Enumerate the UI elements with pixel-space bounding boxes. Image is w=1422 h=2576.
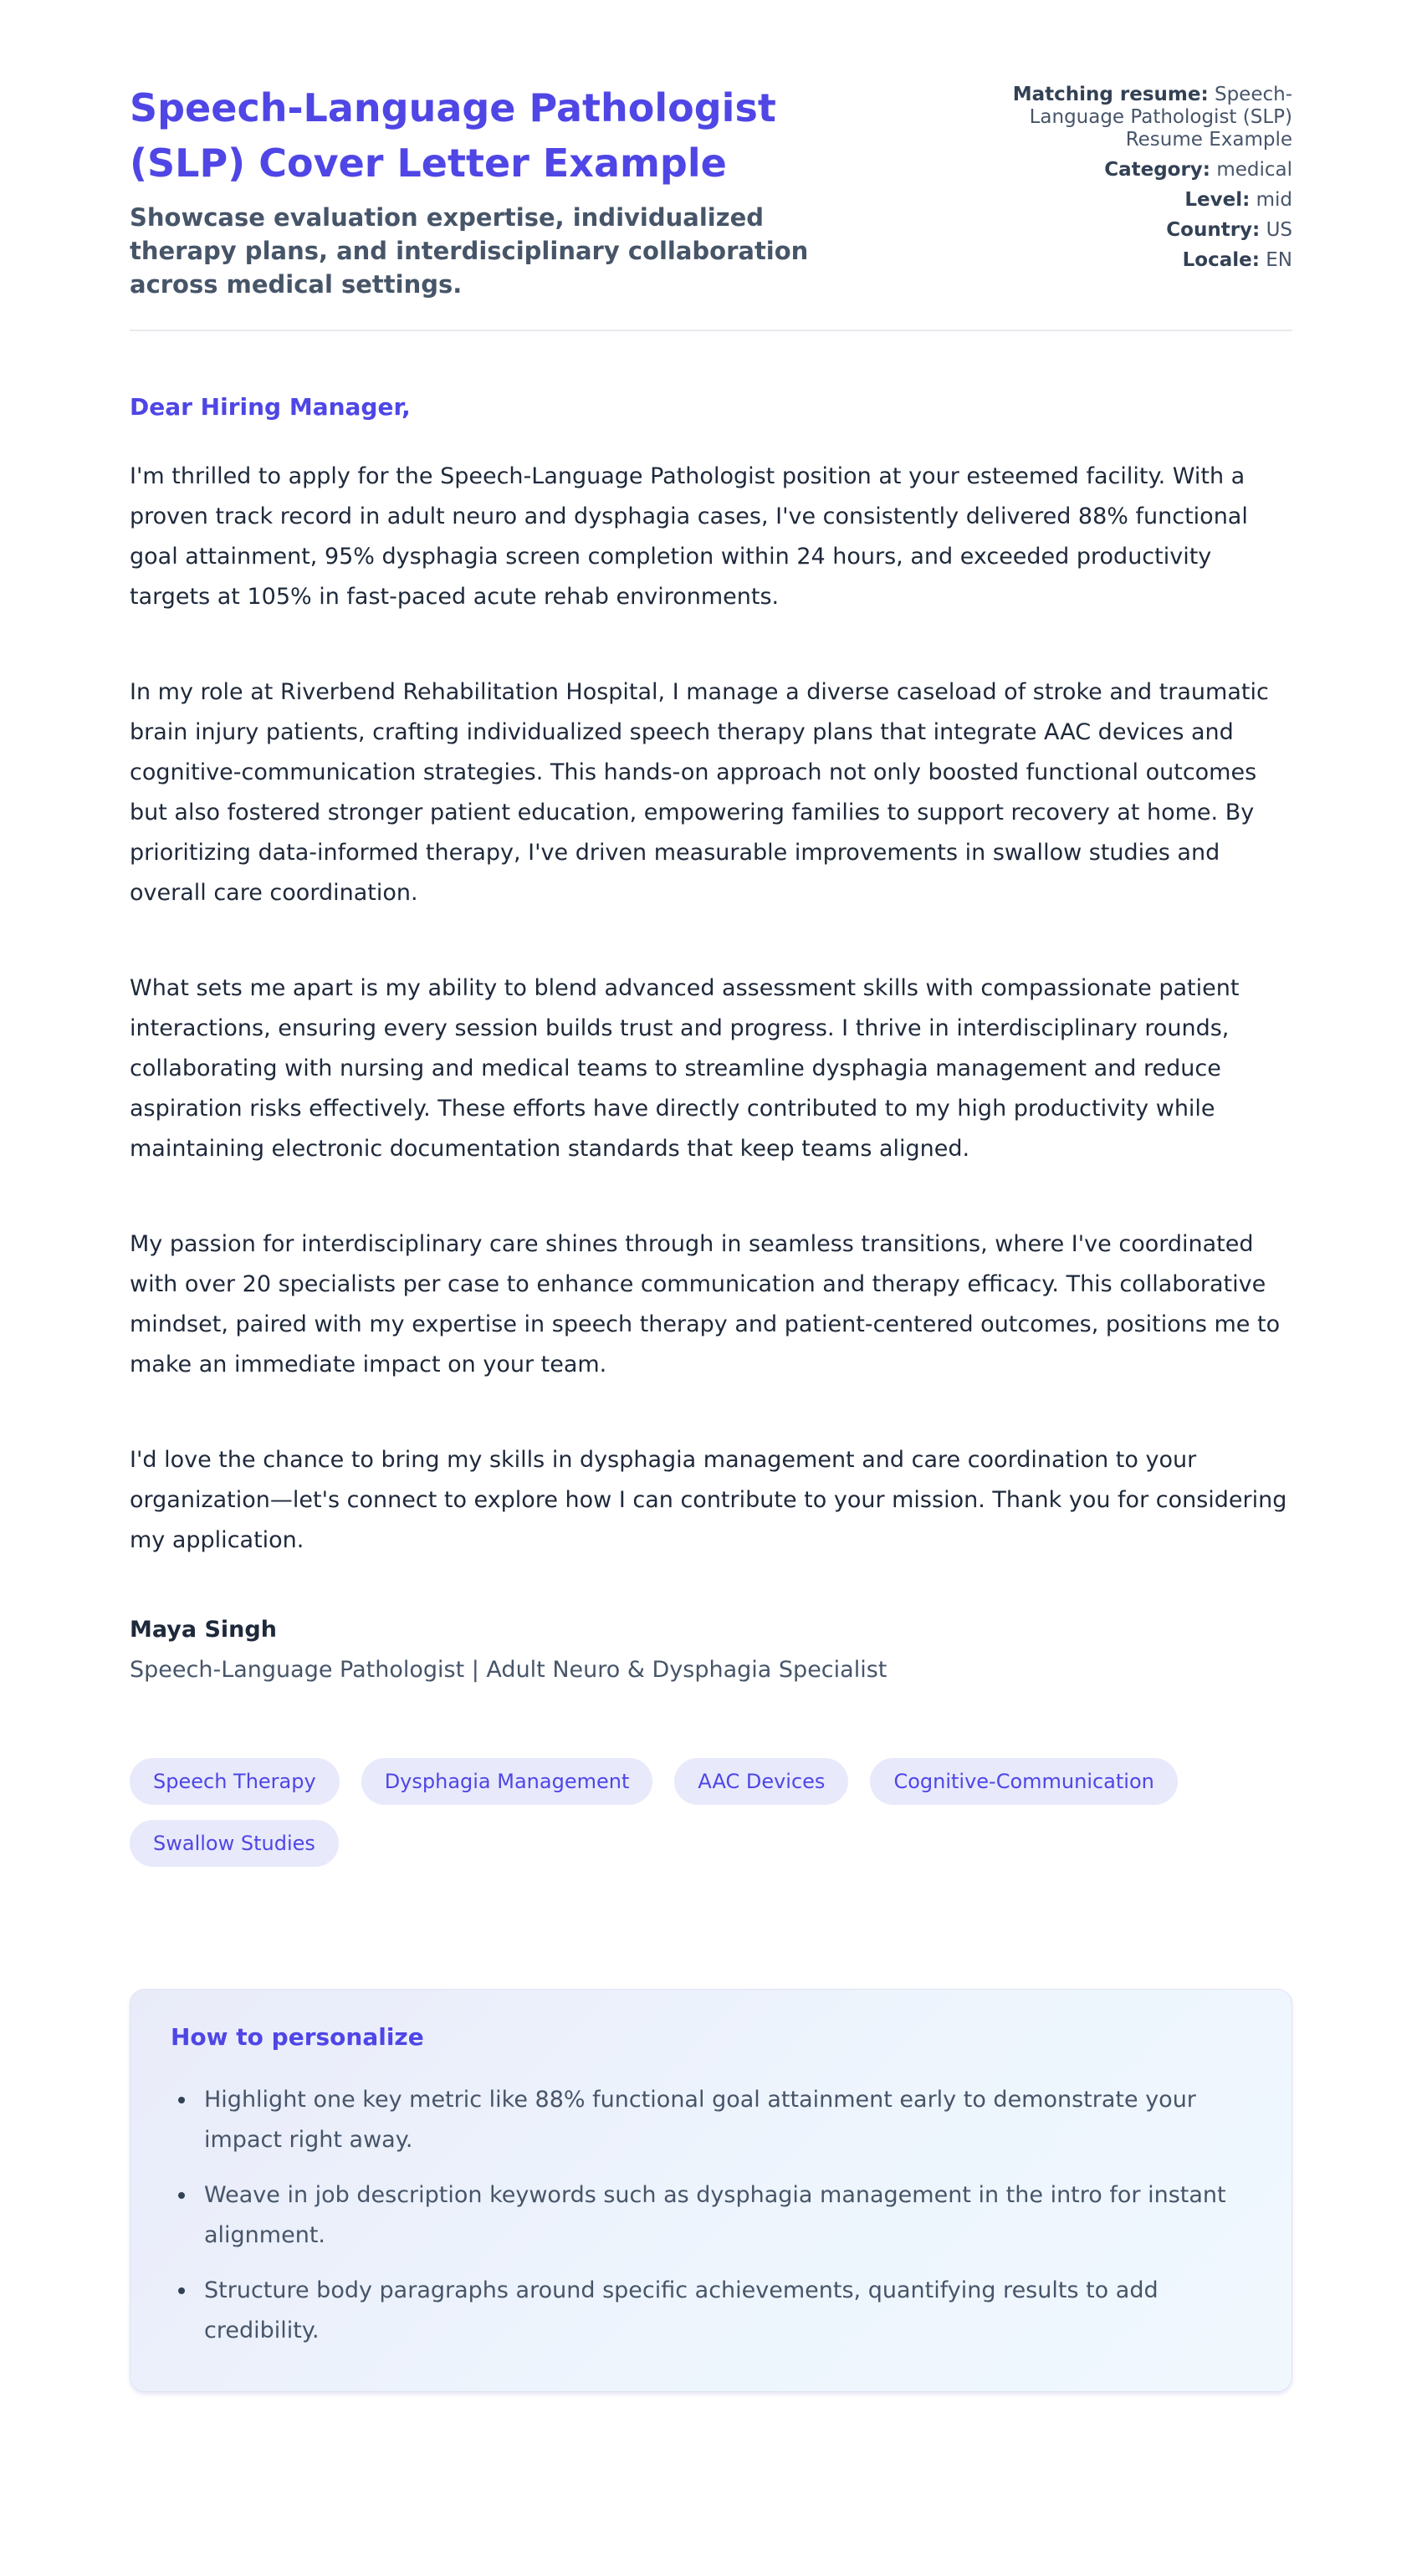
meta-category-value: medical (1216, 159, 1292, 181)
personalize-tip: • Weave in job description keywords such as dysphagia management in the intro for instant alignment. (197, 2175, 1251, 2256)
tag-swallow-studies: Swallow Studies (130, 1820, 339, 1867)
page-header (130, 80, 1292, 301)
letter-paragraph: In my role at Riverbend Rehabilitation Hospital, I manage a diverse caseload of stroke and traumatic brain injury patients, crafting individualized speech therapy plans that integrate AAC devices and cognitive-communication strategies. This hands-on approach not only boosted functional outcomes but also fostered stronger patient education, empowering families to support recovery at home. By prioritizing data-informed therapy, I've driven measurable improvements in swallow studies and overall care coordination. (130, 679, 1269, 906)
tag-dysphagia-management: Dysphagia Management (361, 1758, 653, 1805)
meta-matching-resume-value: Speech-Language Pathologist (SLP) Resume Example (1029, 84, 1292, 151)
cover-letter-page (130, 0, 1292, 2472)
meta-level (958, 189, 1292, 212)
meta-matching-resume (958, 84, 1292, 151)
meta-level-label: Level: (1184, 189, 1251, 211)
meta-matching-resume-label: Matching resume: (1012, 84, 1209, 105)
page-subtitle: Showcase evaluation expertise, individualized therapy plans, and interdisciplinary collaboration across medical settings. (130, 203, 809, 299)
letter-greeting: Dear Hiring Manager, (130, 393, 411, 421)
meta-country-value: US (1266, 219, 1292, 241)
tag-aac-devices: AAC Devices (674, 1758, 848, 1805)
personalize-heading: How to personalize (171, 2023, 424, 2051)
meta-country-label: Country: (1166, 219, 1261, 241)
keyword-tags (130, 1758, 1251, 1867)
cover-letter-body (130, 393, 1292, 1684)
personalize-tip: • Structure body paragraphs around specific achievements, quantifying results to add credibility. (197, 2271, 1251, 2351)
page-title: Speech-Language Pathologist (SLP) Cover Letter Example (130, 85, 776, 186)
personalize-tip: • Highlight one key metric like 88% functional goal attainment early to demonstrate your impact right away. (197, 2080, 1251, 2160)
personalize-tip-list (171, 2080, 1251, 2351)
tag-speech-therapy: Speech Therapy (130, 1758, 340, 1805)
signature-name: Maya Singh (130, 1617, 277, 1643)
letter-signature (130, 1616, 1292, 1684)
meta-locale-label: Locale: (1182, 249, 1260, 271)
meta-locale-value: EN (1266, 249, 1292, 271)
signature-title: Speech-Language Pathologist | Adult Neuro & Dysphagia Specialist (130, 1657, 887, 1683)
meta-locale (958, 249, 1292, 272)
meta-country (958, 219, 1292, 242)
resume-meta-block (958, 80, 1292, 279)
tag-cognitive-communication: Cognitive-Communication (870, 1758, 1177, 1805)
personalize-callout (130, 1989, 1292, 2392)
meta-level-value: mid (1256, 189, 1292, 211)
letter-paragraph: I'm thrilled to apply for the Speech-Language Pathologist position at your esteemed facility. With a proven track record in adult neuro and dysphagia cases, I've consistently delivered 88% functional goal attainment, 95% dysphagia screen completion within 24 hours, and exceeded productivity targets at 105% in fast-paced acute rehab environments. (130, 463, 1248, 610)
meta-category (958, 159, 1292, 181)
letter-paragraph: I'd love the chance to bring my skills in dysphagia management and care coordination to your organization—let's connect to explore how I can contribute to your mission. Thank you for considering my application. (130, 1447, 1287, 1553)
letter-paragraph: My passion for interdisciplinary care shines through in seamless transitions, where I've coordinated with over 20 specialists per case to enhance communication and therapy efficacy. This collaborative mindset, paired with my expertise in speech therapy and patient-centered outcomes, positions me to make an immediate impact on your team. (130, 1231, 1281, 1377)
letter-paragraph: What sets me apart is my ability to blend advanced assessment skills with compassionate patient interactions, ensuring every session builds trust and progress. I thrive in interdisciplinary rounds, collaborating with nursing and medical teams to streamline dysphagia management and reduce aspiration risks effectively. These efforts have directly contributed to my high productivity while maintaining electronic documentation standards that keep teams aligned. (130, 975, 1240, 1162)
meta-category-label: Category: (1104, 159, 1210, 181)
header-title-block (130, 80, 899, 301)
header-divider (130, 330, 1292, 331)
